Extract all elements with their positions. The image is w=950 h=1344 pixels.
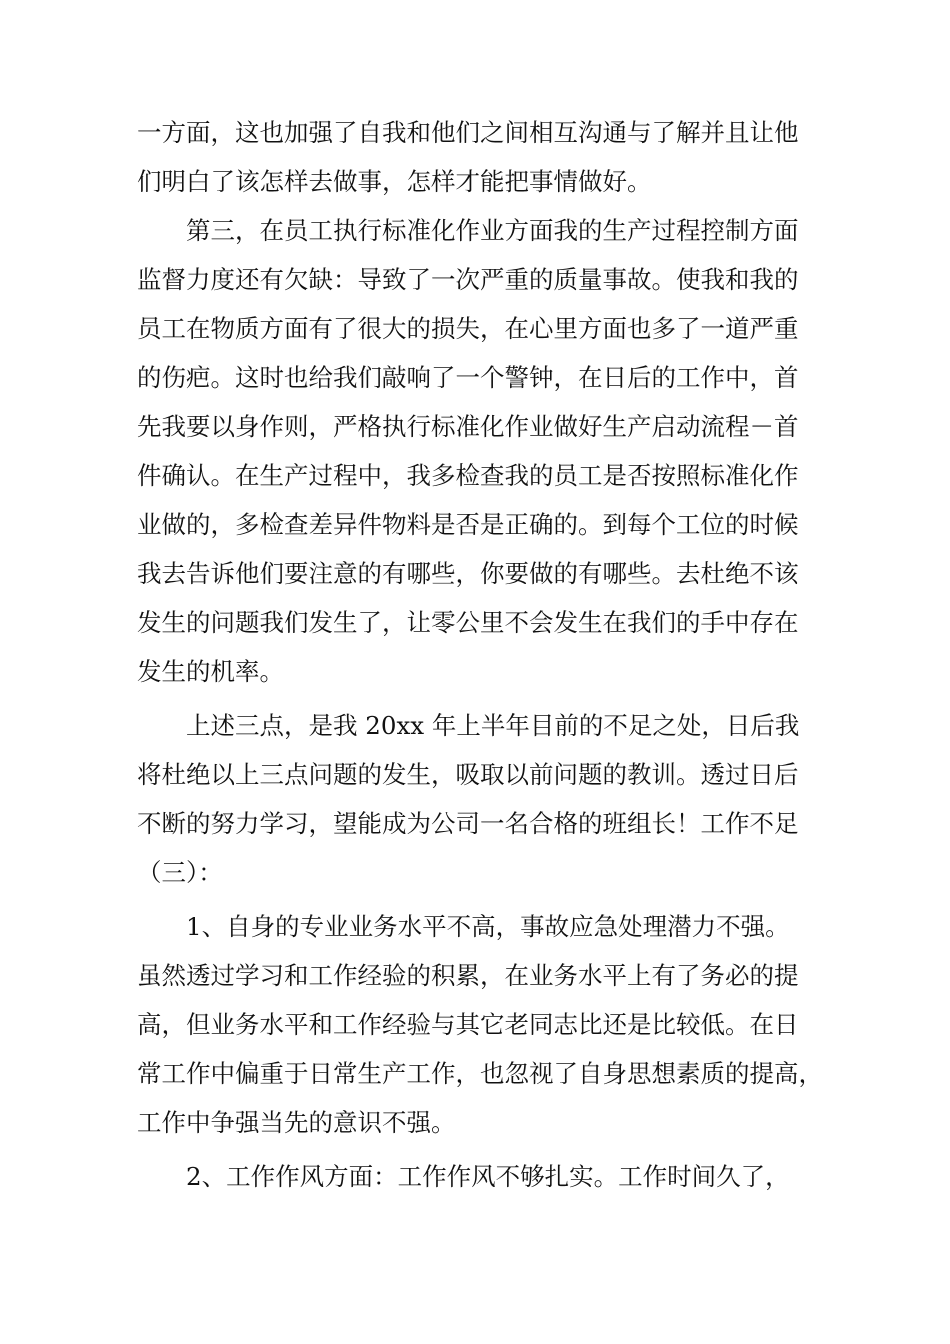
text-line: 高，但业务水平和工作经验与其它老同志比还是比较低。在日	[137, 1010, 799, 1039]
paragraph-start-line: 2、工作作风方面：工作作风不够扎实。工作时间久了，	[186, 1162, 790, 1191]
paragraph-start-line: 1、自身的专业业务水平不高，事故应急处理潜力不强。	[186, 912, 790, 941]
text-line: 一方面，这也加强了自我和他们之间相互沟通与了解并且让他	[137, 118, 799, 147]
text-line: 发生的问题我们发生了，让零公里不会发生在我们的手中存在	[137, 608, 799, 637]
text-line: 件确认。在生产过程中，我多检查我的员工是否按照标准化作	[137, 461, 799, 490]
text-line: 监督力度还有欠缺：导致了一次严重的质量事故。使我和我的	[137, 265, 799, 294]
paragraph-start-line: 上述三点，是我 20xx 年上半年目前的不足之处，日后我	[186, 711, 800, 740]
text-line: 常工作中偏重于日常生产工作，也忽视了自身思想素质的提高，	[137, 1059, 823, 1088]
text-line: 发生的机率。	[137, 657, 284, 686]
text-line: 的伤疤。这时也给我们敲响了一个警钟，在日后的工作中，首	[137, 363, 799, 392]
text-line: 先我要以身作则，严格执行标准化作业做好生产启动流程－首	[137, 412, 799, 441]
text-line: 虽然透过学习和工作经验的积累，在业务水平上有了务必的提	[137, 961, 799, 990]
text-line: 我去告诉他们要注意的有哪些，你要做的有哪些。去杜绝不该	[137, 559, 799, 588]
text-line: 将杜绝以上三点问题的发生，吸取以前问题的教训。透过日后	[137, 760, 799, 789]
text-line: 业做的，多检查差异件物料是否是正确的。到每个工位的时候	[137, 510, 799, 539]
text-line: 员工在物质方面有了很大的损失，在心里方面也多了一道严重	[137, 314, 799, 343]
text-line: 不断的努力学习，望能成为公司一名合格的班组长！工作不足	[137, 809, 799, 838]
paragraph-start-line: 第三，在员工执行标准化作业方面我的生产过程控制方面	[186, 216, 799, 245]
section-heading: （三）：	[137, 858, 223, 887]
text-line: 工作中争强当先的意识不强。	[137, 1108, 456, 1137]
text-line: 们明白了该怎样去做事，怎样才能把事情做好。	[137, 167, 652, 196]
